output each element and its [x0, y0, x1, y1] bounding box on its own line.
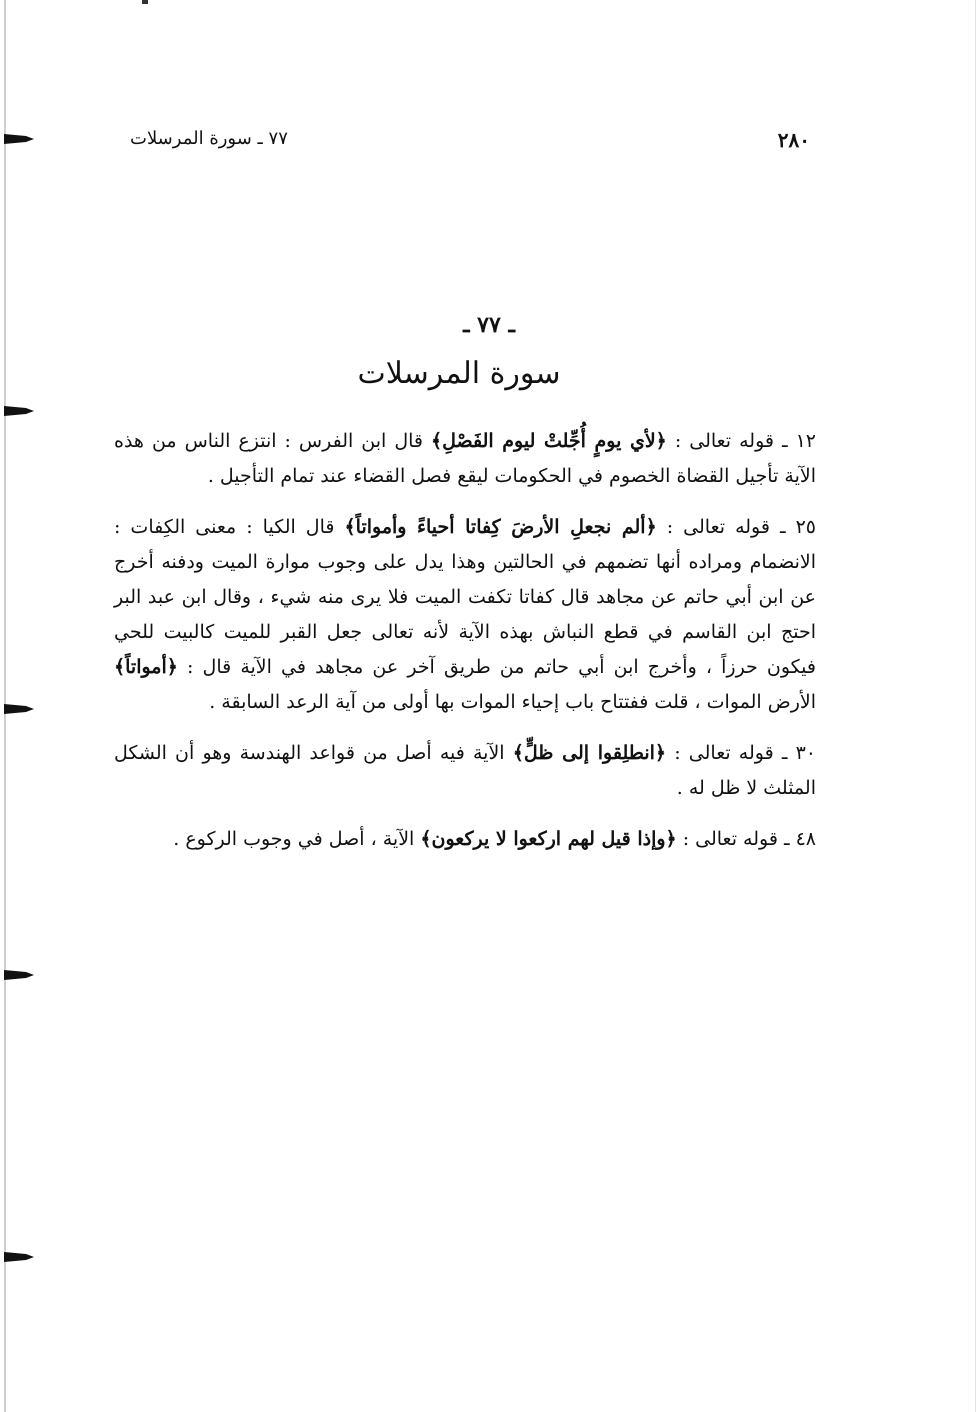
commentary: قال ابن الفرس : انتزع الناس من هذه الآية تأجيل القضاة الخصوم في الحكومات ليقع فصل القضاء عند تمام التأجيل . [114, 430, 816, 487]
body-text [114, 424, 816, 873]
paragraph-verse-30 [114, 736, 816, 806]
quran-quote: ﴿ألم نجعلِ الأرضَ كِفاتا أحياءً وأمواتاً﴾ [344, 516, 657, 538]
commentary: الآية فيه أصل من قواعد الهندسة وهو أن الشكل المثلث لا ظل له . [114, 742, 816, 799]
chapter-title: سورة المرسلات [357, 356, 561, 391]
paragraph-verse-25 [114, 510, 816, 720]
paragraph-verse-12 [114, 424, 816, 494]
quran-quote: ﴿انطلِقوا إلى ظلٍّ﴾ [512, 742, 667, 764]
scan-edge-right [975, 0, 976, 1412]
verse-lead: ٢٥ ـ قوله تعالى : [656, 516, 816, 538]
verse-lead: ٣٠ ـ قوله تعالى : [666, 742, 816, 764]
margin-mark [4, 1250, 34, 1264]
paragraph-verse-48 [114, 822, 816, 857]
commentary: الأرض الموات ، قلت ففتتاح باب إحياء الموات بها أولى من آية الرعد السابقة . [209, 691, 816, 713]
commentary: قال الكيا : معنى الكِفات : الانضمام ومراده أنها تضمهم في الحالتين وهذا يدل على وجوب موارة الميت ودفنه أخرج عن ابن أبي حاتم عن مجاهد قال كفاتا تكفت الميت فلا يرى منه شيء ، وقال ابن عبد البر احتج ابن القاسم في قطع النباش بهذه الآية لأنه تعالى جعل القبر للميت كالبيت للحي فيكون حرزاً ، وأخرج ابن أبي حاتم من طريق آخر عن مجاهد في الآية قال : [114, 516, 816, 678]
scan-tick-mark [142, 0, 148, 4]
page-number: ٢٨٠ [777, 128, 810, 152]
margin-mark [4, 702, 34, 716]
margin-mark [4, 132, 34, 146]
quran-quote: ﴿وإذا قيل لهم اركعوا لا يركعون﴾ [420, 828, 677, 850]
commentary: الآية ، أصل في وجوب الركوع . [173, 828, 421, 850]
quran-quote: ﴿أمواتاً﴾ [114, 656, 178, 678]
running-title: ٧٧ ـ سورة المرسلات [130, 128, 288, 149]
running-header [130, 128, 810, 158]
verse-lead: ١٢ ـ قوله تعالى : [666, 430, 816, 452]
margin-mark [4, 968, 34, 982]
verse-lead: ٤٨ ـ قوله تعالى : [676, 828, 816, 850]
chapter-number: ـ ٧٧ ـ [463, 312, 515, 338]
margin-mark [4, 404, 34, 418]
quran-quote: ﴿لأي يومٍ أُجِّلتْ ليوم الفَصْلِ﴾ [431, 430, 667, 452]
